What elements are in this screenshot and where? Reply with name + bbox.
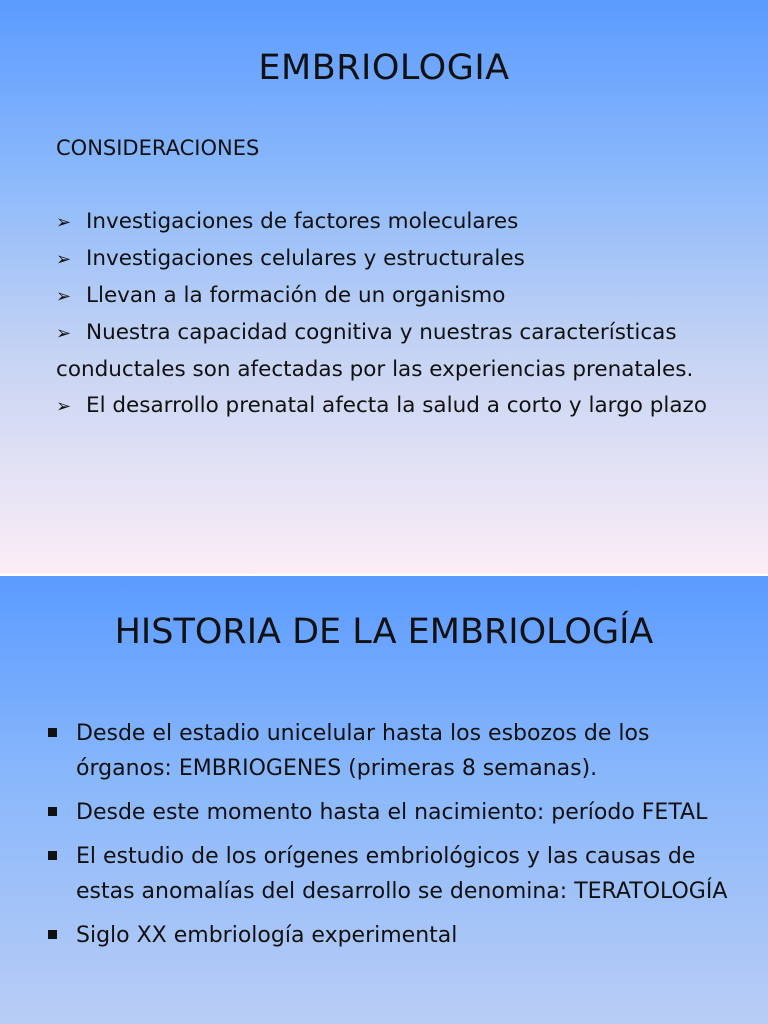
arrow-bullet-icon: ➢ [56, 323, 72, 344]
slide2-title: HISTORIA DE LA EMBRIOLOGÍA [114, 612, 654, 652]
list-item [56, 388, 726, 425]
square-bullet-icon [48, 728, 57, 737]
slide2-bullet-list [46, 716, 736, 962]
list-item-text: Desde este momento hasta el nacimiento: período FETAL [76, 800, 708, 825]
square-bullet-icon [48, 851, 57, 860]
list-item [46, 918, 736, 953]
list-item [46, 716, 736, 786]
list-item [46, 839, 736, 909]
list-item [56, 315, 726, 388]
arrow-bullet-icon: ➢ [56, 249, 72, 270]
list-item-text: Nuestra capacidad cognitiva y nuestras características conductales son afectadas por las experiencias prenatales. [56, 320, 694, 382]
list-item [56, 204, 726, 241]
list-item-text: Investigaciones de factores moleculares [86, 209, 519, 234]
slide1-subtitle: CONSIDERACIONES [56, 136, 260, 160]
list-item-text: Llevan a la formación de un organismo [86, 283, 506, 308]
list-item-text: Desde el estadio unicelular hasta los esbozos de los órganos: EMBRIOGENES (primeras 8 semanas). [76, 721, 650, 781]
list-item [56, 241, 726, 278]
list-item [56, 278, 726, 315]
list-item-text: Siglo XX embriología experimental [76, 923, 458, 948]
slide1-bullet-list [56, 204, 726, 425]
arrow-bullet-icon: ➢ [56, 212, 72, 233]
list-item [46, 795, 736, 830]
square-bullet-icon [48, 807, 57, 816]
arrow-bullet-icon: ➢ [56, 396, 72, 417]
slide1-title: EMBRIOLOGIA [258, 48, 510, 88]
list-item-text: Investigaciones celulares y estructurales [86, 246, 525, 271]
arrow-bullet-icon: ➢ [56, 286, 72, 307]
list-item-text: El desarrollo prenatal afecta la salud a corto y largo plazo [86, 393, 707, 418]
slide-historia [0, 576, 768, 1024]
list-item-text: El estudio de los orígenes embriológicos y las causas de estas anomalías del desarrollo se denomina: TERATOLOGÍA [76, 844, 728, 904]
square-bullet-icon [48, 930, 57, 939]
